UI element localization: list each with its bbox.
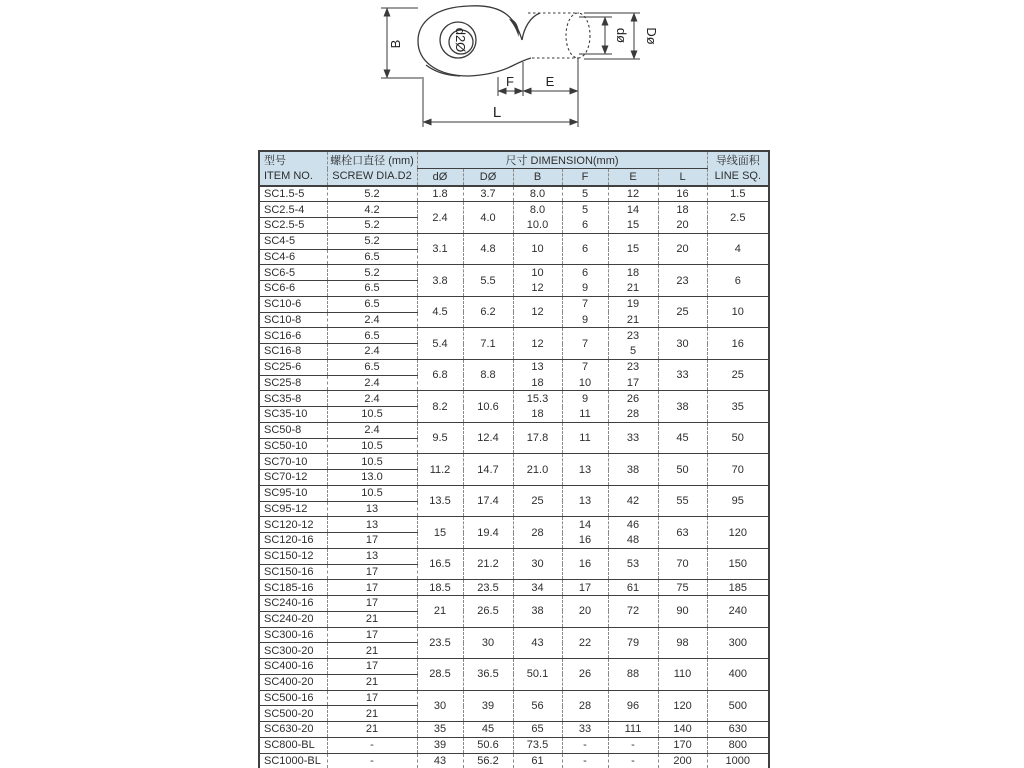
e-cell: 46 bbox=[608, 517, 658, 533]
f-cell: 28 bbox=[562, 690, 608, 722]
screw-dia-cell: 17 bbox=[327, 564, 417, 580]
d-cell: 23.5 bbox=[417, 627, 463, 659]
e-cell: 23 bbox=[608, 359, 658, 375]
item-no-cell: SC2.5-4 bbox=[259, 202, 327, 218]
b-cell: 12 bbox=[513, 328, 562, 360]
f-cell: - bbox=[562, 737, 608, 753]
l-cell: 110 bbox=[658, 659, 707, 691]
f-cell: 9 bbox=[562, 281, 608, 297]
D-cell: 23.5 bbox=[463, 580, 513, 596]
b-cell: 56 bbox=[513, 690, 562, 722]
e-cell: - bbox=[608, 737, 658, 753]
header-screw-en: SCREW DIA.D2 bbox=[332, 169, 412, 182]
item-no-cell: SC4-6 bbox=[259, 249, 327, 265]
table-row bbox=[259, 233, 769, 249]
screw-dia-cell: 5.2 bbox=[327, 233, 417, 249]
screw-dia-cell: 17 bbox=[327, 533, 417, 549]
l-cell: 20 bbox=[658, 218, 707, 234]
d-cell: 30 bbox=[417, 690, 463, 722]
d-cell: 3.1 bbox=[417, 233, 463, 265]
header-col-L: L bbox=[658, 169, 707, 187]
screw-dia-cell: 2.4 bbox=[327, 391, 417, 407]
e-cell: 23 bbox=[608, 328, 658, 344]
line-sq-cell: 185 bbox=[707, 580, 769, 596]
D-cell: 4.0 bbox=[463, 202, 513, 234]
b-cell: 10 bbox=[513, 233, 562, 265]
item-no-cell: SC50-8 bbox=[259, 422, 327, 438]
d-cell: 28.5 bbox=[417, 659, 463, 691]
d-cell: 15 bbox=[417, 517, 463, 549]
d-cell: 13.5 bbox=[417, 485, 463, 517]
f-cell: 22 bbox=[562, 627, 608, 659]
l-cell: 23 bbox=[658, 265, 707, 297]
item-no-cell: SC35-10 bbox=[259, 407, 327, 423]
header-line-sq bbox=[707, 151, 769, 186]
D-cell: 19.4 bbox=[463, 517, 513, 549]
item-no-cell: SC10-6 bbox=[259, 296, 327, 312]
b-cell: 10.0 bbox=[513, 218, 562, 234]
table-row bbox=[259, 690, 769, 706]
item-no-cell: SC16-8 bbox=[259, 344, 327, 360]
D-cell: 56.2 bbox=[463, 753, 513, 768]
d-cell: 5.4 bbox=[417, 328, 463, 360]
e-cell: 26 bbox=[608, 391, 658, 407]
b-cell: 13 bbox=[513, 359, 562, 375]
D-cell: 12.4 bbox=[463, 422, 513, 454]
header-item-no bbox=[259, 151, 327, 186]
D-cell: 3.7 bbox=[463, 186, 513, 202]
screw-dia-cell: 10.5 bbox=[327, 438, 417, 454]
line-sq-cell: 4 bbox=[707, 233, 769, 265]
item-no-cell: SC16-6 bbox=[259, 328, 327, 344]
b-cell: 21.0 bbox=[513, 454, 562, 486]
f-cell: 6 bbox=[562, 218, 608, 234]
table-row bbox=[259, 391, 769, 407]
lug-diagram bbox=[372, 0, 672, 142]
d-cell: 21 bbox=[417, 596, 463, 628]
f-cell: 5 bbox=[562, 186, 608, 202]
d-cell: 18.5 bbox=[417, 580, 463, 596]
item-no-cell: SC150-16 bbox=[259, 564, 327, 580]
screw-dia-cell: 5.2 bbox=[327, 218, 417, 234]
d-cell: 2.4 bbox=[417, 202, 463, 234]
e-cell: 14 bbox=[608, 202, 658, 218]
f-cell: 13 bbox=[562, 454, 608, 486]
table-row bbox=[259, 580, 769, 596]
item-no-cell: SC95-12 bbox=[259, 501, 327, 517]
d-cell: 1.8 bbox=[417, 186, 463, 202]
screw-dia-cell: 17 bbox=[327, 627, 417, 643]
d-cell: 39 bbox=[417, 737, 463, 753]
line-sq-cell: 35 bbox=[707, 391, 769, 423]
screw-dia-cell: - bbox=[327, 753, 417, 768]
item-no-cell: SC300-20 bbox=[259, 643, 327, 659]
e-cell: 96 bbox=[608, 690, 658, 722]
f-cell: 11 bbox=[562, 407, 608, 423]
item-no-cell: SC6-6 bbox=[259, 281, 327, 297]
d-cell: 3.8 bbox=[417, 265, 463, 297]
f-cell: 7 bbox=[562, 296, 608, 312]
e-cell: 19 bbox=[608, 296, 658, 312]
table-row bbox=[259, 186, 769, 202]
ear-crescent bbox=[509, 19, 519, 37]
e-cell: 17 bbox=[608, 375, 658, 391]
line-sq-cell: 120 bbox=[707, 517, 769, 549]
screw-dia-cell: 21 bbox=[327, 722, 417, 738]
line-sq-cell: 25 bbox=[707, 359, 769, 391]
screw-dia-cell: 6.5 bbox=[327, 328, 417, 344]
e-cell: - bbox=[608, 753, 658, 768]
table-row bbox=[259, 753, 769, 768]
l-cell: 200 bbox=[658, 753, 707, 768]
screw-dia-cell: 17 bbox=[327, 659, 417, 675]
header-col-B: B bbox=[513, 169, 562, 187]
header-col-D: DØ bbox=[463, 169, 513, 187]
e-cell: 28 bbox=[608, 407, 658, 423]
b-cell: 12 bbox=[513, 281, 562, 297]
f-cell: - bbox=[562, 753, 608, 768]
line-sq-cell: 95 bbox=[707, 485, 769, 517]
f-cell: 5 bbox=[562, 202, 608, 218]
item-no-cell: SC120-12 bbox=[259, 517, 327, 533]
e-cell: 18 bbox=[608, 265, 658, 281]
e-cell: 88 bbox=[608, 659, 658, 691]
f-cell: 9 bbox=[562, 312, 608, 328]
f-cell: 7 bbox=[562, 328, 608, 360]
dim-label-l: L bbox=[492, 104, 502, 121]
line-sq-cell: 6 bbox=[707, 265, 769, 297]
item-no-cell: SC300-16 bbox=[259, 627, 327, 643]
palm-bottom-edge bbox=[469, 58, 531, 76]
f-cell: 6 bbox=[562, 265, 608, 281]
header-sq-cn: 导线面积 bbox=[715, 154, 760, 167]
D-cell: 17.4 bbox=[463, 485, 513, 517]
item-no-cell: SC800-BL bbox=[259, 737, 327, 753]
dim-label-D: Dø bbox=[644, 27, 659, 45]
f-cell: 9 bbox=[562, 391, 608, 407]
table-row bbox=[259, 627, 769, 643]
e-cell: 48 bbox=[608, 533, 658, 549]
D-cell: 21.2 bbox=[463, 548, 513, 580]
item-no-cell: SC50-10 bbox=[259, 438, 327, 454]
e-cell: 53 bbox=[608, 548, 658, 580]
table-row bbox=[259, 454, 769, 470]
screw-dia-cell: 21 bbox=[327, 706, 417, 722]
d-cell: 6.8 bbox=[417, 359, 463, 391]
b-cell: 38 bbox=[513, 596, 562, 628]
l-cell: 140 bbox=[658, 722, 707, 738]
line-sq-cell: 150 bbox=[707, 548, 769, 580]
item-no-cell: SC400-20 bbox=[259, 674, 327, 690]
item-no-cell: SC4-5 bbox=[259, 233, 327, 249]
item-no-cell: SC500-16 bbox=[259, 690, 327, 706]
b-cell: 8.0 bbox=[513, 186, 562, 202]
item-no-cell: SC6-5 bbox=[259, 265, 327, 281]
screw-dia-cell: 6.5 bbox=[327, 281, 417, 297]
line-sq-cell: 630 bbox=[707, 722, 769, 738]
screw-dia-cell: 5.2 bbox=[327, 186, 417, 202]
e-cell: 72 bbox=[608, 596, 658, 628]
dim-label-d2: d2Ø bbox=[453, 27, 468, 53]
f-cell: 16 bbox=[562, 533, 608, 549]
item-no-cell: SC70-10 bbox=[259, 454, 327, 470]
e-cell: 79 bbox=[608, 627, 658, 659]
d-cell: 11.2 bbox=[417, 454, 463, 486]
screw-dia-cell: 13 bbox=[327, 501, 417, 517]
D-cell: 39 bbox=[463, 690, 513, 722]
screw-dia-cell: 17 bbox=[327, 580, 417, 596]
D-cell: 10.6 bbox=[463, 391, 513, 423]
item-no-cell: SC150-12 bbox=[259, 548, 327, 564]
table-row bbox=[259, 202, 769, 218]
d-cell: 16.5 bbox=[417, 548, 463, 580]
table-row bbox=[259, 218, 769, 234]
f-cell: 17 bbox=[562, 580, 608, 596]
b-cell: 18 bbox=[513, 375, 562, 391]
D-cell: 36.5 bbox=[463, 659, 513, 691]
dim-label-d: dø bbox=[614, 27, 629, 44]
b-cell: 73.5 bbox=[513, 737, 562, 753]
b-cell: 10 bbox=[513, 265, 562, 281]
e-cell: 21 bbox=[608, 281, 658, 297]
spec-table-body bbox=[259, 186, 769, 768]
f-cell: 10 bbox=[562, 375, 608, 391]
D-cell: 4.8 bbox=[463, 233, 513, 265]
f-cell: 20 bbox=[562, 596, 608, 628]
f-cell: 7 bbox=[562, 359, 608, 375]
table-row bbox=[259, 359, 769, 375]
item-no-cell: SC120-16 bbox=[259, 533, 327, 549]
f-cell: 13 bbox=[562, 485, 608, 517]
line-sq-cell: 500 bbox=[707, 690, 769, 722]
header-sq-en: LINE SQ. bbox=[714, 169, 762, 182]
b-cell: 43 bbox=[513, 627, 562, 659]
l-cell: 90 bbox=[658, 596, 707, 628]
b-cell: 30 bbox=[513, 548, 562, 580]
D-cell: 8.8 bbox=[463, 359, 513, 391]
D-cell: 45 bbox=[463, 722, 513, 738]
f-cell: 6 bbox=[562, 233, 608, 265]
d-cell: 8.2 bbox=[417, 391, 463, 423]
header-col-F: F bbox=[562, 169, 608, 187]
e-cell: 5 bbox=[608, 344, 658, 360]
d-cell: 9.5 bbox=[417, 422, 463, 454]
item-no-cell: SC1.5-5 bbox=[259, 186, 327, 202]
header-item-en: ITEM NO. bbox=[264, 169, 313, 182]
screw-dia-cell: - bbox=[327, 737, 417, 753]
f-cell: 11 bbox=[562, 422, 608, 454]
header-col-E: E bbox=[608, 169, 658, 187]
dim-label-e: E bbox=[545, 74, 555, 89]
e-cell: 15 bbox=[608, 218, 658, 234]
l-cell: 20 bbox=[658, 233, 707, 265]
table-row bbox=[259, 328, 769, 344]
item-no-cell: SC95-10 bbox=[259, 485, 327, 501]
item-no-cell: SC400-16 bbox=[259, 659, 327, 675]
screw-dia-cell: 21 bbox=[327, 674, 417, 690]
f-cell: 33 bbox=[562, 722, 608, 738]
screw-dia-cell: 6.5 bbox=[327, 359, 417, 375]
f-cell: 26 bbox=[562, 659, 608, 691]
b-cell: 25 bbox=[513, 485, 562, 517]
spec-table bbox=[258, 150, 770, 768]
ear-right-edge bbox=[522, 13, 540, 40]
screw-dia-cell: 10.5 bbox=[327, 454, 417, 470]
d-cell: 35 bbox=[417, 722, 463, 738]
D-cell: 6.2 bbox=[463, 296, 513, 328]
header-screw-cn: 螺栓口直径 (mm) bbox=[330, 154, 414, 167]
screw-dia-cell: 6.5 bbox=[327, 296, 417, 312]
screw-dia-cell: 10.5 bbox=[327, 407, 417, 423]
header-item-cn: 型号 bbox=[264, 154, 286, 167]
screw-dia-cell: 6.5 bbox=[327, 249, 417, 265]
item-no-cell: SC35-8 bbox=[259, 391, 327, 407]
d-cell: 43 bbox=[417, 753, 463, 768]
l-cell: 25 bbox=[658, 296, 707, 328]
e-cell: 42 bbox=[608, 485, 658, 517]
screw-dia-cell: 2.4 bbox=[327, 422, 417, 438]
l-cell: 50 bbox=[658, 454, 707, 486]
table-row bbox=[259, 722, 769, 738]
b-cell: 61 bbox=[513, 753, 562, 768]
b-cell: 28 bbox=[513, 517, 562, 549]
b-cell: 17.8 bbox=[513, 422, 562, 454]
header-dimension: 尺寸 DIMENSION(mm) bbox=[417, 151, 707, 169]
e-cell: 21 bbox=[608, 312, 658, 328]
table-row bbox=[259, 596, 769, 612]
item-no-cell: SC500-20 bbox=[259, 706, 327, 722]
lug-outline bbox=[418, 6, 590, 76]
b-cell: 15.3 bbox=[513, 391, 562, 407]
line-sq-cell: 300 bbox=[707, 627, 769, 659]
D-cell: 7.1 bbox=[463, 328, 513, 360]
table-row bbox=[259, 296, 769, 312]
table-row bbox=[259, 422, 769, 438]
table-row bbox=[259, 737, 769, 753]
l-cell: 16 bbox=[658, 186, 707, 202]
line-sq-cell: 240 bbox=[707, 596, 769, 628]
line-sq-cell: 400 bbox=[707, 659, 769, 691]
D-cell: 26.5 bbox=[463, 596, 513, 628]
e-cell: 61 bbox=[608, 580, 658, 596]
screw-dia-cell: 17 bbox=[327, 596, 417, 612]
screw-dia-cell: 2.4 bbox=[327, 312, 417, 328]
D-cell: 50.6 bbox=[463, 737, 513, 753]
header-col-d: dØ bbox=[417, 169, 463, 187]
dim-label-b: B bbox=[388, 39, 403, 49]
e-cell: 12 bbox=[608, 186, 658, 202]
e-cell: 38 bbox=[608, 454, 658, 486]
l-cell: 33 bbox=[658, 359, 707, 391]
l-cell: 75 bbox=[658, 580, 707, 596]
f-cell: 16 bbox=[562, 548, 608, 580]
table-row bbox=[259, 485, 769, 501]
screw-dia-cell: 13 bbox=[327, 548, 417, 564]
item-no-cell: SC25-6 bbox=[259, 359, 327, 375]
D-cell: 5.5 bbox=[463, 265, 513, 297]
screw-dia-cell: 4.2 bbox=[327, 202, 417, 218]
line-sq-cell: 70 bbox=[707, 454, 769, 486]
table-row bbox=[259, 517, 769, 533]
line-sq-cell: 50 bbox=[707, 422, 769, 454]
b-cell: 12 bbox=[513, 296, 562, 328]
l-cell: 18 bbox=[658, 202, 707, 218]
item-no-cell: SC240-20 bbox=[259, 611, 327, 627]
l-cell: 55 bbox=[658, 485, 707, 517]
item-no-cell: SC185-16 bbox=[259, 580, 327, 596]
l-cell: 63 bbox=[658, 517, 707, 549]
line-sq-cell: 1000 bbox=[707, 753, 769, 768]
b-cell: 8.0 bbox=[513, 202, 562, 218]
item-no-cell: SC1000-BL bbox=[259, 753, 327, 768]
b-cell: 65 bbox=[513, 722, 562, 738]
line-sq-cell: 800 bbox=[707, 737, 769, 753]
l-cell: 170 bbox=[658, 737, 707, 753]
e-cell: 33 bbox=[608, 422, 658, 454]
b-cell: 34 bbox=[513, 580, 562, 596]
header-row-1 bbox=[259, 151, 769, 169]
screw-dia-cell: 10.5 bbox=[327, 485, 417, 501]
item-no-cell: SC70-12 bbox=[259, 470, 327, 486]
item-no-cell: SC25-8 bbox=[259, 375, 327, 391]
b-cell: 18 bbox=[513, 407, 562, 423]
screw-dia-cell: 13.0 bbox=[327, 470, 417, 486]
f-cell: 14 bbox=[562, 517, 608, 533]
screw-dia-cell: 13 bbox=[327, 517, 417, 533]
D-cell: 14.7 bbox=[463, 454, 513, 486]
l-cell: 30 bbox=[658, 328, 707, 360]
screw-dia-cell: 5.2 bbox=[327, 265, 417, 281]
dim-label-f: F bbox=[506, 74, 514, 89]
l-cell: 70 bbox=[658, 548, 707, 580]
line-sq-cell: 10 bbox=[707, 296, 769, 328]
b-cell: 50.1 bbox=[513, 659, 562, 691]
l-cell: 98 bbox=[658, 627, 707, 659]
item-no-cell: SC630-20 bbox=[259, 722, 327, 738]
l-cell: 120 bbox=[658, 690, 707, 722]
e-cell: 111 bbox=[608, 722, 658, 738]
d-cell: 4.5 bbox=[417, 296, 463, 328]
l-cell: 38 bbox=[658, 391, 707, 423]
table-row bbox=[259, 265, 769, 281]
screw-dia-cell: 2.4 bbox=[327, 375, 417, 391]
line-sq-cell: 1.5 bbox=[707, 186, 769, 202]
barrel-end-ellipse bbox=[566, 13, 590, 58]
header-screw-dia bbox=[327, 151, 417, 186]
screw-dia-cell: 17 bbox=[327, 690, 417, 706]
table-row bbox=[259, 659, 769, 675]
line-sq-cell: 2.5 bbox=[707, 202, 769, 234]
screw-dia-cell: 2.4 bbox=[327, 344, 417, 360]
item-no-cell: SC2.5-5 bbox=[259, 218, 327, 234]
item-no-cell: SC240-16 bbox=[259, 596, 327, 612]
screw-dia-cell: 21 bbox=[327, 643, 417, 659]
l-cell: 45 bbox=[658, 422, 707, 454]
table-row bbox=[259, 548, 769, 564]
item-no-cell: SC10-8 bbox=[259, 312, 327, 328]
D-cell: 30 bbox=[463, 627, 513, 659]
line-sq-cell: 16 bbox=[707, 328, 769, 360]
e-cell: 15 bbox=[608, 233, 658, 265]
screw-dia-cell: 21 bbox=[327, 611, 417, 627]
